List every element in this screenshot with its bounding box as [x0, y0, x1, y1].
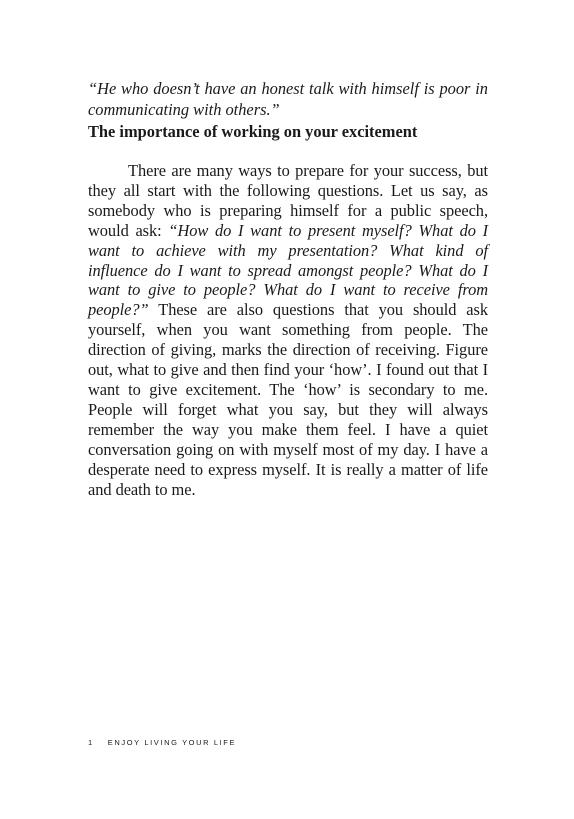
running-title: ENJOY LIVING YOUR LIFE — [107, 738, 237, 747]
epigraph-quote: “He who doesn’t have an honest talk with himself is poor in communicating with others.” — [88, 79, 488, 119]
page-footer — [88, 738, 236, 747]
body-text-italic-questions: “How do I want to present myself? What do I want to achieve with my presentation? What kind of influence do I want to spread amongst people? What do I want to give to people? What do I want to receive from people?” — [88, 220, 488, 320]
body-paragraph — [88, 161, 488, 499]
body-text-part1: There are many ways to prepare for your success, but they all start with the following questions. Let us say, as somebody who is preparing himself for a public speech, would ask: — [88, 161, 488, 240]
page-content — [88, 78, 488, 499]
section-heading: The importance of working on your excitement — [88, 122, 418, 141]
body-text-part2: These are also questions that you should ask yourself, when you want something from people. The direction of giving, marks the direction of receiving. Figure out, what to give and then find your ‘how’. I found out that I want to give excitement. The ‘how’ is secondary to me. People will forget what you say, but they will always remember the way you make them feel. I have a quiet conversation going on with myself most of my day. I have a desperate need to express myself. It is really a matter of life and death to me. — [88, 300, 488, 499]
page-number: 1 — [88, 738, 94, 747]
